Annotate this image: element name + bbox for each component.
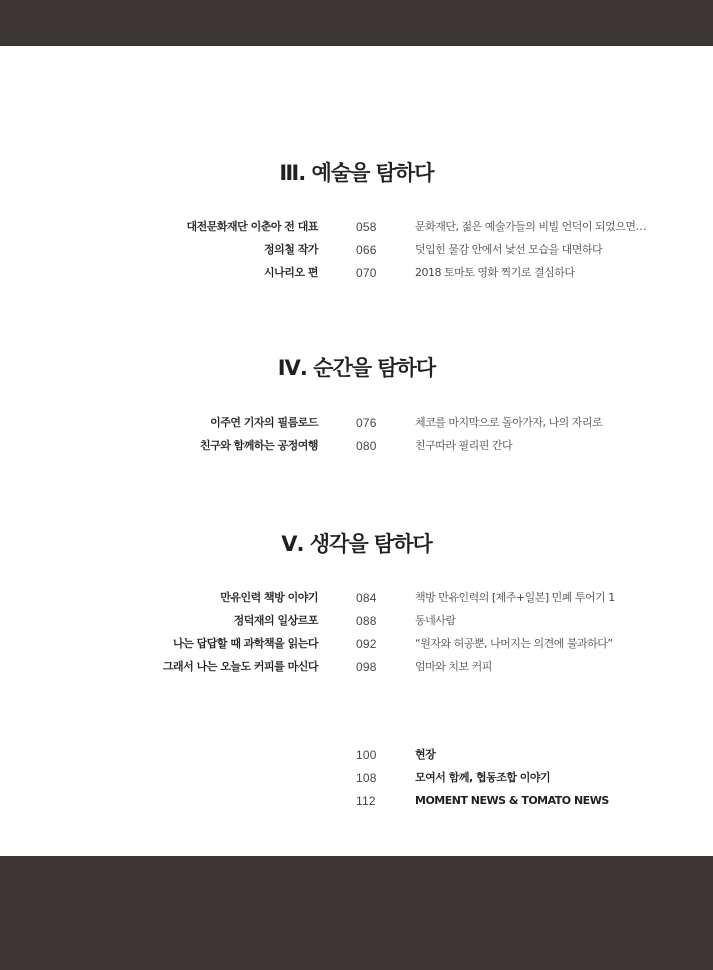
- entry-description: “원자와 허공뿐, 나머지는 의견에 불과하다”: [415, 637, 613, 650]
- entry-page-number: 076: [356, 416, 377, 430]
- entry-author: 시나리오 편: [264, 266, 318, 279]
- toc-extra-entry[interactable]: [0, 744, 713, 766]
- entry-page-number: 088: [356, 614, 377, 628]
- toc-entry[interactable]: [0, 262, 713, 284]
- entry-author: 그래서 나는 오늘도 커피를 마신다: [162, 660, 318, 673]
- entry-description: 책방 만유인력의 [제주+일본] 민폐 투어기 1: [415, 591, 615, 604]
- toc-entry[interactable]: [0, 656, 713, 678]
- entry-description: 엄마와 치보 커피: [415, 660, 492, 673]
- toc-entry[interactable]: [0, 239, 713, 261]
- toc-entry[interactable]: [0, 412, 713, 434]
- entry-author: 정의철 작가: [264, 243, 318, 256]
- entry-page-number: 108: [356, 771, 377, 785]
- entry-description: MOMENT NEWS & TOMATO NEWS: [415, 794, 609, 807]
- entry-description: 2018 토마토 영화 찍기로 결심하다: [415, 266, 575, 279]
- entry-description: 체코를 마지막으로 돌아가자, 나의 자리로: [415, 416, 603, 429]
- entry-page-number: 092: [356, 637, 377, 651]
- entry-page-number: 070: [356, 266, 377, 280]
- toc-entry[interactable]: [0, 587, 713, 609]
- entry-author: 대전문화재단 이춘아 전 대표: [186, 220, 318, 233]
- entry-page-number: 080: [356, 439, 377, 453]
- toc-extra-entry[interactable]: [0, 767, 713, 789]
- entry-description: 모여서 함께, 협동조합 이야기: [415, 771, 551, 784]
- entry-description: 덧입힌 물감 안에서 낯선 모습을 대면하다: [415, 243, 603, 256]
- entry-description: 현장: [415, 748, 436, 761]
- entry-author: 나는 답답할 때 과학책을 읽는다: [173, 637, 318, 650]
- section-title-moment: Ⅳ. 순간을 탐하다: [277, 356, 436, 380]
- toc-entry[interactable]: [0, 435, 713, 457]
- bottom-band: [0, 856, 713, 970]
- entry-author: 친구와 함께하는 공정여행: [199, 439, 318, 452]
- toc-extra-entry[interactable]: [0, 790, 713, 812]
- toc-entry[interactable]: [0, 633, 713, 655]
- section-title-art: Ⅲ. 예술을 탐하다: [279, 161, 434, 185]
- entry-page-number: 100: [356, 748, 377, 762]
- entry-description: 동네사람: [415, 614, 456, 627]
- section-title-thought: Ⅴ. 생각을 탐하다: [281, 532, 432, 556]
- entry-page-number: 112: [356, 794, 376, 808]
- entry-description: 문화재단, 젊은 예술가들의 비빌 언덕이 되었으면…: [415, 220, 646, 233]
- entry-author: 정덕재의 일상르포: [233, 614, 318, 627]
- entry-page-number: 058: [356, 220, 377, 234]
- entry-description: 친구따라 필리핀 간다: [415, 439, 513, 452]
- top-band: [0, 0, 713, 46]
- entry-page-number: 098: [356, 660, 377, 674]
- entry-author: 만유인력 책방 이야기: [220, 591, 318, 604]
- toc-entry[interactable]: [0, 216, 713, 238]
- entry-author: 이주연 기자의 필름로드: [210, 416, 318, 429]
- toc-entry[interactable]: [0, 610, 713, 632]
- entry-page-number: 084: [356, 591, 377, 605]
- entry-page-number: 066: [356, 243, 377, 257]
